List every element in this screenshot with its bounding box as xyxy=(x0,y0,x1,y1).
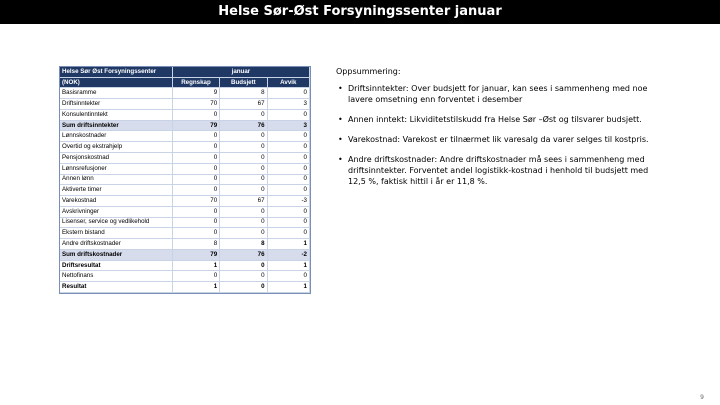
table-row xyxy=(60,88,310,99)
row-value: 0 xyxy=(220,174,267,185)
row-value: 1 xyxy=(267,260,309,271)
row-label: Nettofinans xyxy=(60,271,172,282)
company-name: Helse Sør Øst Forsyningssenter xyxy=(60,67,172,77)
row-value: 0 xyxy=(220,271,267,282)
row-label: Sum driftskostnader xyxy=(60,249,172,260)
row-label: Lisenser, service og vedlikehold xyxy=(60,217,172,228)
table-row xyxy=(60,282,310,293)
row-value: 1 xyxy=(267,239,309,250)
table-row xyxy=(60,109,310,120)
summary-item xyxy=(336,83,666,105)
row-value: 0 xyxy=(172,217,219,228)
row-value: -2 xyxy=(267,249,309,260)
summary-item xyxy=(336,154,666,187)
row-label: Konsulentinntekt xyxy=(60,109,172,120)
summary-text: Andre driftskostnader: Andre driftskostnader må sees i sammenheng med driftsinntekter. Forventet andel logistikk-kostnad i henhold til budsjett med 12,5 %, faktisk hittil i år er 11,8 %. xyxy=(348,155,649,186)
row-value: 0 xyxy=(220,131,267,142)
table-row xyxy=(60,260,310,271)
row-label: Basisramme xyxy=(60,88,172,99)
row-value: 0 xyxy=(220,163,267,174)
row-value: 0 xyxy=(220,260,267,271)
unit-label: (NOK) xyxy=(60,77,172,88)
summary-text: Varekostnad: Varekost er tilnærmet lik varesalg da varer selges til kostpris. xyxy=(348,135,649,144)
row-value: 0 xyxy=(220,142,267,153)
row-value: 8 xyxy=(220,88,267,99)
row-value: 67 xyxy=(220,99,267,110)
row-value: 0 xyxy=(172,228,219,239)
row-value: 0 xyxy=(267,228,309,239)
column-header-avvik: Avvik xyxy=(267,77,309,88)
row-label: Sum driftsinntekter xyxy=(60,120,172,131)
row-value: 79 xyxy=(172,120,219,131)
row-value: 79 xyxy=(172,249,219,260)
row-value: 0 xyxy=(172,163,219,174)
row-value: 0 xyxy=(267,163,309,174)
row-label: Avskrivninger xyxy=(60,206,172,217)
bullet-icon: • xyxy=(338,84,343,93)
row-value: 67 xyxy=(220,196,267,207)
row-label: Lønnsrefusjoner xyxy=(60,163,172,174)
row-value: 70 xyxy=(172,196,219,207)
summary-list xyxy=(336,83,666,187)
row-value: 0 xyxy=(172,271,219,282)
row-value: 0 xyxy=(267,217,309,228)
row-label: Overtid og ekstrahjelp xyxy=(60,142,172,153)
row-value: 8 xyxy=(220,239,267,250)
table-header-row xyxy=(60,67,310,77)
summary-text: Driftsinntekter: Over budsjett for januar, kan sees i sammenheng med noe lavere omsetning enn forventet i desember xyxy=(348,84,648,104)
row-value: 0 xyxy=(267,142,309,153)
row-value: 3 xyxy=(267,120,309,131)
row-value: 0 xyxy=(172,153,219,164)
row-label: Ekstern bistand xyxy=(60,228,172,239)
row-value: 0 xyxy=(267,185,309,196)
table-row xyxy=(60,153,310,164)
row-value: 0 xyxy=(220,282,267,293)
column-header-budsjett: Budsjett xyxy=(220,77,267,88)
row-value: 70 xyxy=(172,99,219,110)
page-title: Helse Sør-Øst Forsyningssenter januar xyxy=(0,0,720,24)
column-header-regnskap: Regnskap xyxy=(172,77,219,88)
row-value: 0 xyxy=(220,228,267,239)
page-number: 9 xyxy=(700,394,704,401)
row-value: 1 xyxy=(172,260,219,271)
row-label: Andre driftskostnader xyxy=(60,239,172,250)
table-row xyxy=(60,131,310,142)
row-value: 0 xyxy=(172,131,219,142)
row-value: 0 xyxy=(172,174,219,185)
table-row xyxy=(60,196,310,207)
summary-heading: Oppsummering: xyxy=(336,67,401,76)
table-row xyxy=(60,206,310,217)
row-value: 0 xyxy=(267,153,309,164)
bullet-icon: • xyxy=(338,155,343,164)
row-value: 3 xyxy=(267,99,309,110)
income-statement-table xyxy=(59,66,311,294)
row-value: -3 xyxy=(267,196,309,207)
table-row xyxy=(60,217,310,228)
row-value: 0 xyxy=(267,131,309,142)
table-row xyxy=(60,99,310,110)
row-label: Lønnskostnader xyxy=(60,131,172,142)
row-value: 0 xyxy=(172,206,219,217)
row-label: Driftsresultat xyxy=(60,260,172,271)
table-column-header-row xyxy=(60,77,310,88)
table-row xyxy=(60,249,310,260)
row-value: 1 xyxy=(172,282,219,293)
row-value: 8 xyxy=(172,239,219,250)
table-row xyxy=(60,228,310,239)
bullet-icon: • xyxy=(338,115,343,124)
row-value: 0 xyxy=(267,88,309,99)
row-value: 0 xyxy=(220,206,267,217)
summary-item xyxy=(336,134,666,145)
summary-item xyxy=(336,114,666,125)
row-value: 0 xyxy=(172,185,219,196)
period-label: januar xyxy=(172,67,309,77)
row-label: Pensjonskostnad xyxy=(60,153,172,164)
row-label: Aktiverte timer xyxy=(60,185,172,196)
report-table xyxy=(60,67,310,293)
summary-panel xyxy=(336,66,666,196)
bullet-icon: • xyxy=(338,135,343,144)
row-value: 76 xyxy=(220,120,267,131)
row-label: Annen lønn xyxy=(60,174,172,185)
row-label: Resultat xyxy=(60,282,172,293)
table-row xyxy=(60,185,310,196)
row-value: 0 xyxy=(267,271,309,282)
row-value: 0 xyxy=(220,185,267,196)
row-value: 0 xyxy=(267,206,309,217)
table-row xyxy=(60,120,310,131)
row-value: 0 xyxy=(220,217,267,228)
summary-text: Annen inntekt: Likviditetstilskudd fra Helse Sør –Øst og tilsvarer budsjett. xyxy=(348,115,642,124)
table-row xyxy=(60,239,310,250)
row-value: 0 xyxy=(220,153,267,164)
row-value: 9 xyxy=(172,88,219,99)
table-row xyxy=(60,142,310,153)
row-label: Varekostnad xyxy=(60,196,172,207)
row-value: 0 xyxy=(267,109,309,120)
table-row xyxy=(60,174,310,185)
table-row xyxy=(60,163,310,174)
row-value: 0 xyxy=(267,174,309,185)
row-value: 0 xyxy=(172,142,219,153)
row-value: 0 xyxy=(220,109,267,120)
row-value: 1 xyxy=(267,282,309,293)
row-value: 0 xyxy=(172,109,219,120)
row-label: Driftsinntekter xyxy=(60,99,172,110)
table-row xyxy=(60,271,310,282)
row-value: 76 xyxy=(220,249,267,260)
